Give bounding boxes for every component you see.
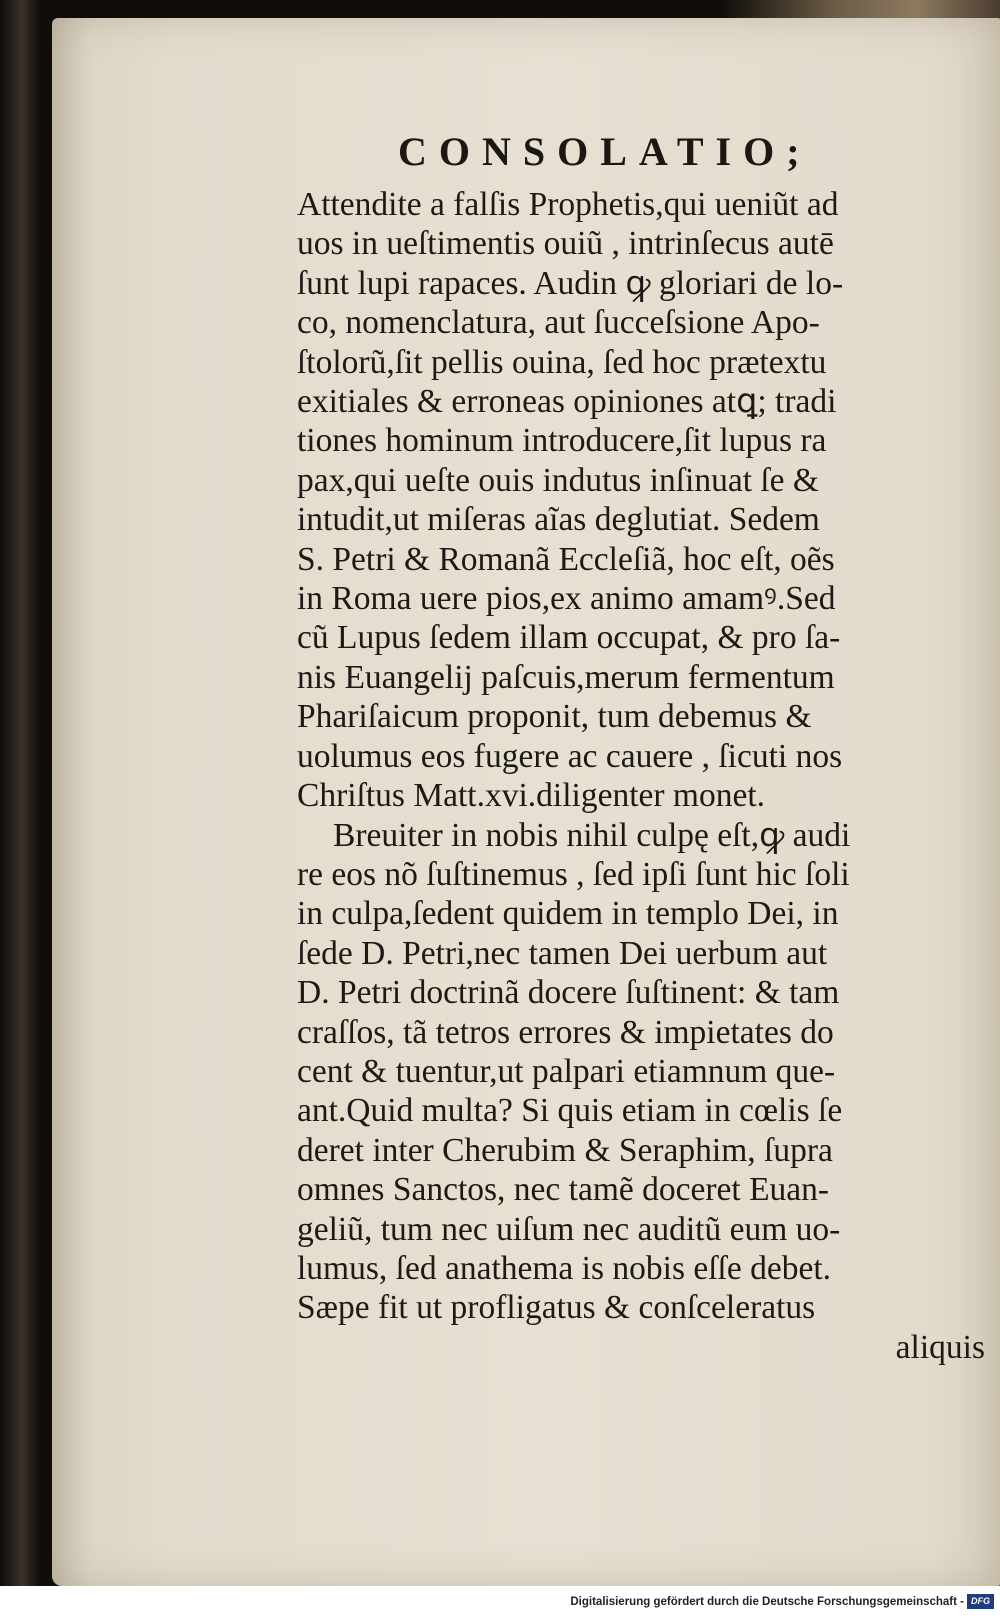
text-line: tiones hominum introducere,ſit lupus ra bbox=[297, 422, 827, 460]
text-line: ant.Quid multa? Si quis etiam in cœlis ſe bbox=[297, 1092, 843, 1130]
text-line: uos in ueſtimentis ouiũ , intrinſecus autē bbox=[297, 225, 834, 263]
funding-credit: Digitalisierung gefördert durch die Deutsche Forschungsgemeinschaft - bbox=[570, 1596, 964, 1608]
text-line: ſede D. Petri,nec tamen Dei uerbum aut bbox=[297, 934, 828, 972]
text-line: re eos nõ ſuſtinemus , ſed ipſi ſunt hic ſoli bbox=[297, 855, 850, 893]
footer-bar bbox=[0, 1586, 1000, 1621]
text-line: in culpa,ſedent quidem in templo Dei, in bbox=[297, 895, 839, 933]
body-text bbox=[297, 185, 987, 1367]
text-line: deret inter Cherubim & Seraphim, ſupra bbox=[297, 1131, 833, 1169]
text-line: cent & tuentur,ut palpari etiamnum que- bbox=[297, 1052, 836, 1090]
text-line: Chriſtus Matt.xvi.diligenter monet. bbox=[297, 777, 766, 815]
text-line: cũ Lupus ſedem illam occupat, & pro ſa- bbox=[297, 619, 841, 657]
text-line: in Roma uere pios,ex animo amamꝰ.Sed bbox=[297, 580, 836, 618]
text-line: lumus, ſed anathema is nobis eſſe debet. bbox=[297, 1249, 832, 1287]
text-line: Phariſaicum proponit, tum debemus & bbox=[297, 698, 812, 736]
text-line: geliũ, tum nec uiſum nec auditũ eum uo- bbox=[297, 1210, 841, 1248]
text-line: omnes Sanctos, nec tamẽ doceret Euan- bbox=[297, 1171, 830, 1209]
text-line: ſtolorũ,ſit pellis ouina, ſed hoc prætextu bbox=[297, 343, 827, 381]
text-line: Sæpe fit ut profligatus & conſceleratus bbox=[297, 1289, 816, 1327]
text-line: craſſos, tã tetros errores & impietates do bbox=[297, 1013, 834, 1051]
dfg-logo-icon: DFG bbox=[967, 1594, 994, 1609]
catchword: aliquis bbox=[895, 1328, 985, 1366]
text-line: co, nomenclatura, aut ſucceſsione Apo- bbox=[297, 304, 820, 342]
text-line: D. Petri doctrinã docere ſuſtinent: & tam bbox=[297, 974, 840, 1012]
text-line: exitiales & erroneas opiniones atꝗ; tradi bbox=[297, 383, 837, 421]
text-line: nis Euangelij paſcuis,merum fermentum bbox=[297, 658, 835, 696]
text-line: Attendite a falſis Prophetis,qui ueniũt ad bbox=[297, 186, 839, 223]
text-line: intudit,ut miſeras aĩas deglutiat. Sedem bbox=[297, 501, 820, 539]
text-line: pax,qui ueſte ouis indutus inſinuat ſe & bbox=[297, 461, 819, 499]
text-line: uolumus eos fugere ac cauere , ſicuti nos bbox=[297, 737, 843, 775]
text-line: ſunt lupi rapaces. Audin ꝙ gloriari de lo- bbox=[297, 264, 844, 302]
running-title: CONSOLATIO; bbox=[398, 129, 812, 174]
text-line: Breuiter in nobis nihil culpę eſt,ꝙ audi bbox=[333, 816, 851, 854]
text-line: S. Petri & Romanã Eccleſiã, hoc eſt, oẽs bbox=[297, 540, 835, 578]
